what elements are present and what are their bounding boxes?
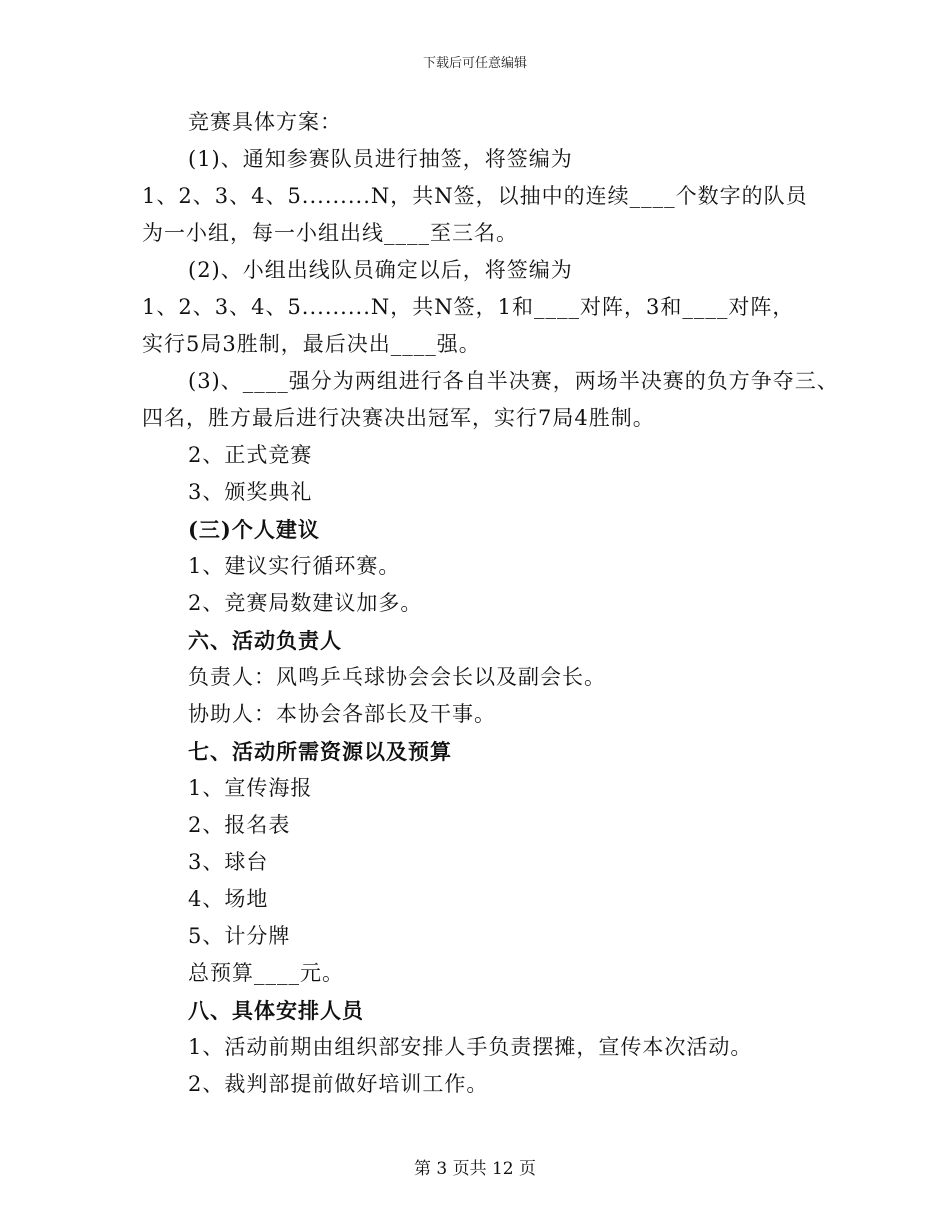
text-line: 4、场地 [188,887,269,911]
text-line: 四名，胜方最后进行决赛决出冠军，实行7局4胜制。 [142,406,655,430]
text-line: 实行5局3胜制，最后决出____强。 [142,332,481,356]
page-header: 下载后可任意编辑 [422,56,527,71]
page-footer: 第 3 页共 12 页 [413,1159,537,1179]
text-line: 3、球台 [188,850,269,874]
text-line: 2、正式竞赛 [188,443,313,467]
text-line: 1、活动前期由组织部安排人手负责摆摊，宣传本次活动。 [188,1035,753,1059]
text-line: 1、2、3、4、5.........N，共N签，1和____对阵，3和____对阵， [142,295,795,319]
text-line: 为一小组，每一小组出线____至三名。 [142,221,518,245]
section-heading: 八、具体安排人员 [188,998,364,1023]
text-line: 协助人：本协会各部长及干事。 [188,702,496,726]
document-body [142,104,839,1103]
text-line: (2)、小组出线队员确定以后，将签编为 [188,258,573,282]
text-line: 1、宣传海报 [188,776,313,800]
text-line: 2、报名表 [188,813,291,837]
text-line: 3、颁奖典礼 [188,480,313,504]
text-line: 1、2、3、4、5.........N，共N签，以抽中的连续____个数字的队员 [142,184,808,208]
text-line: 竞赛具体方案： [188,110,342,134]
section-heading: (三)个人建议 [188,517,320,542]
text-line: 总预算____元。 [188,961,344,985]
text-line: 1、建议实行循环赛。 [188,554,401,578]
section-heading: 六、活动负责人 [188,628,342,653]
text-line: (3)、____强分为两组进行各自半决赛，两场半决赛的负方争夺三、 [188,369,839,393]
section-heading: 七、活动所需资源以及预算 [188,739,452,764]
text-line: 2、竞赛局数建议加多。 [188,591,423,615]
text-line: 负责人：风鸣乒乓球协会会长以及副会长。 [188,665,606,689]
text-line: 5、计分牌 [188,924,291,948]
text-line: (1)、通知参赛队员进行抽签，将签编为 [188,147,573,171]
text-line: 2、裁判部提前做好培训工作。 [188,1072,489,1096]
